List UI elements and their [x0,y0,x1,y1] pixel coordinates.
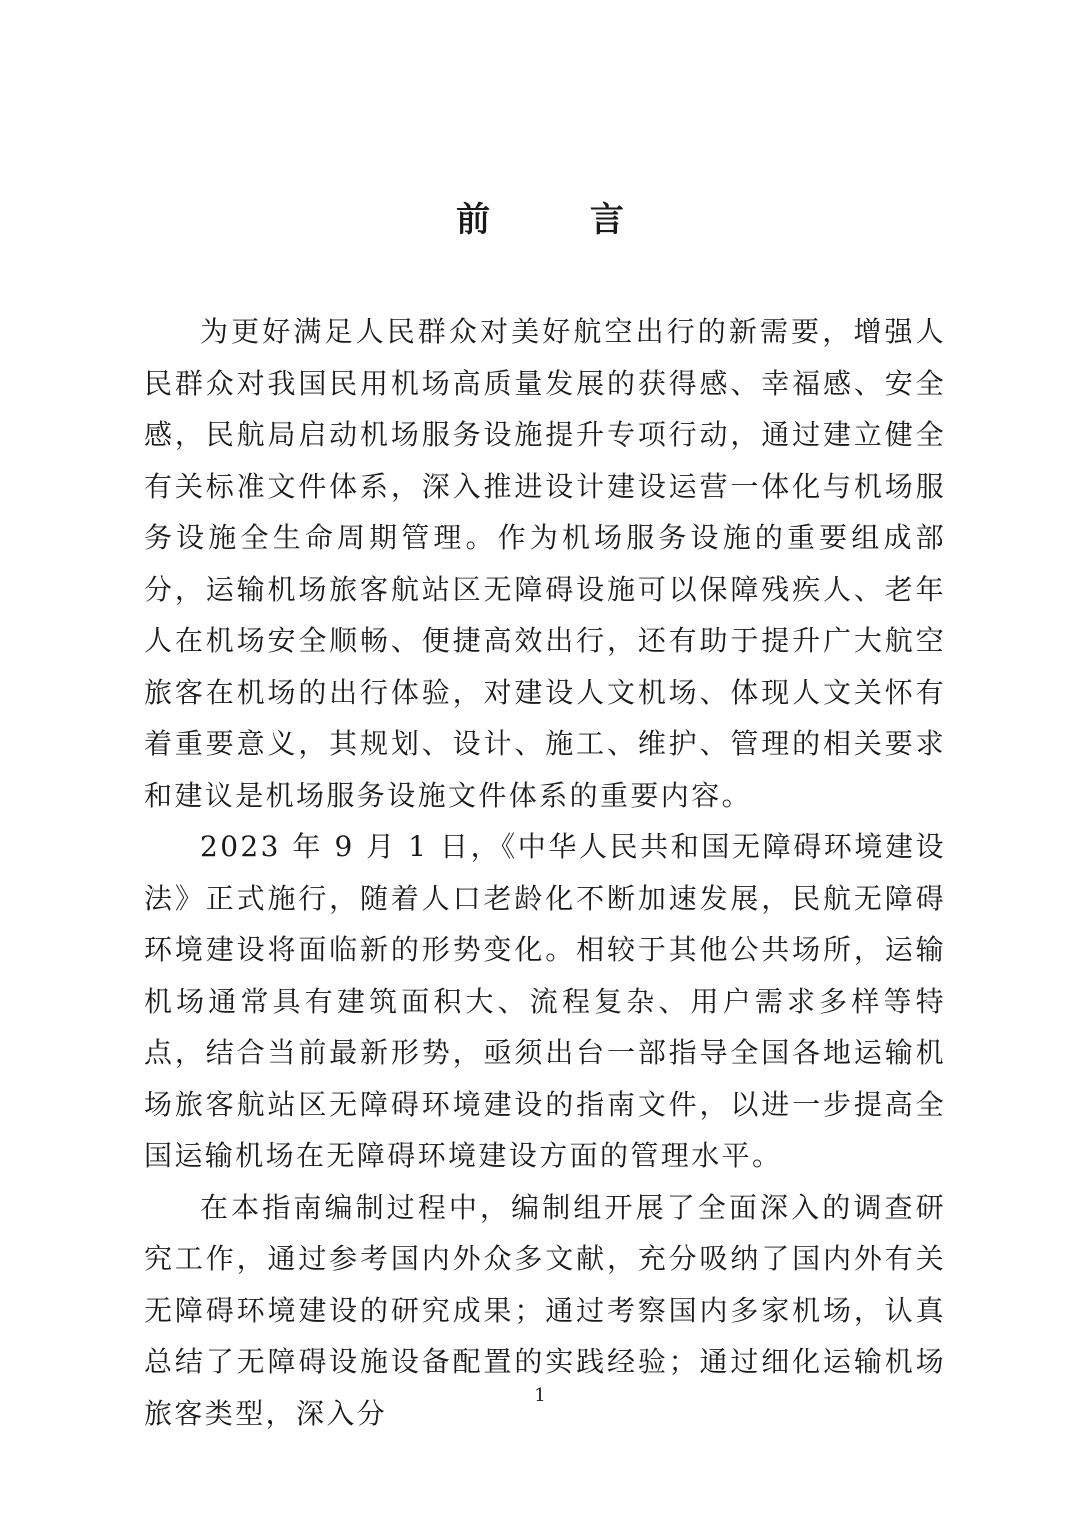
paragraph-1: 为更好满足人民群众对美好航空出行的新需要，增强人民群众对我国民用机场高质量发展的获得感、幸福感、安全感，民航局启动机场服务设施提升专项行动，通过建立健全有关标准文件体系，深入推进设计建设运营一体化与机场服务设施全生命周期管理。作为机场服务设施的重要组成部分，运输机场旅客航站区无障碍设施可以保障残疾人、老年人在机场安全顺畅、便捷高效出行，还有助于提升广大航空旅客在机场的出行体验，对建设人文机场、体现人文关怀有着重要意义，其规划、设计、施工、维护、管理的相关要求和建议是机场服务设施文件体系的重要内容。 [144,315,946,812]
page-number: 1 [534,1385,546,1406]
page-title: 前 言 [456,200,668,240]
body-text [144,306,946,1439]
paragraph-2: 2023 年 9 月 1 日，《中华人民共和国无障碍环境建设法》正式施行，随着人口老龄化不断加速发展，民航无障碍环境建设将面临新的形势变化。相较于其他公共场所，运输机场通常具有建筑面积大、流程复杂、用户需求多样等特点，结合当前最新形势，亟须出台一部指导全国各地运输机场旅客航站区无障碍环境建设的指南文件，以进一步提高全国运输机场在无障碍环境建设方面的管理水平。 [144,830,946,1172]
paragraph-3: 在本指南编制过程中，编制组开展了全面深入的调查研究工作，通过参考国内外众多文献，充分吸纳了国内外有关无障碍环境建设的研究成果；通过考察国内多家机场，认真总结了无障碍设施设备配置的实践经验；通过细化运输机场旅客类型，深入分 [144,1190,946,1430]
